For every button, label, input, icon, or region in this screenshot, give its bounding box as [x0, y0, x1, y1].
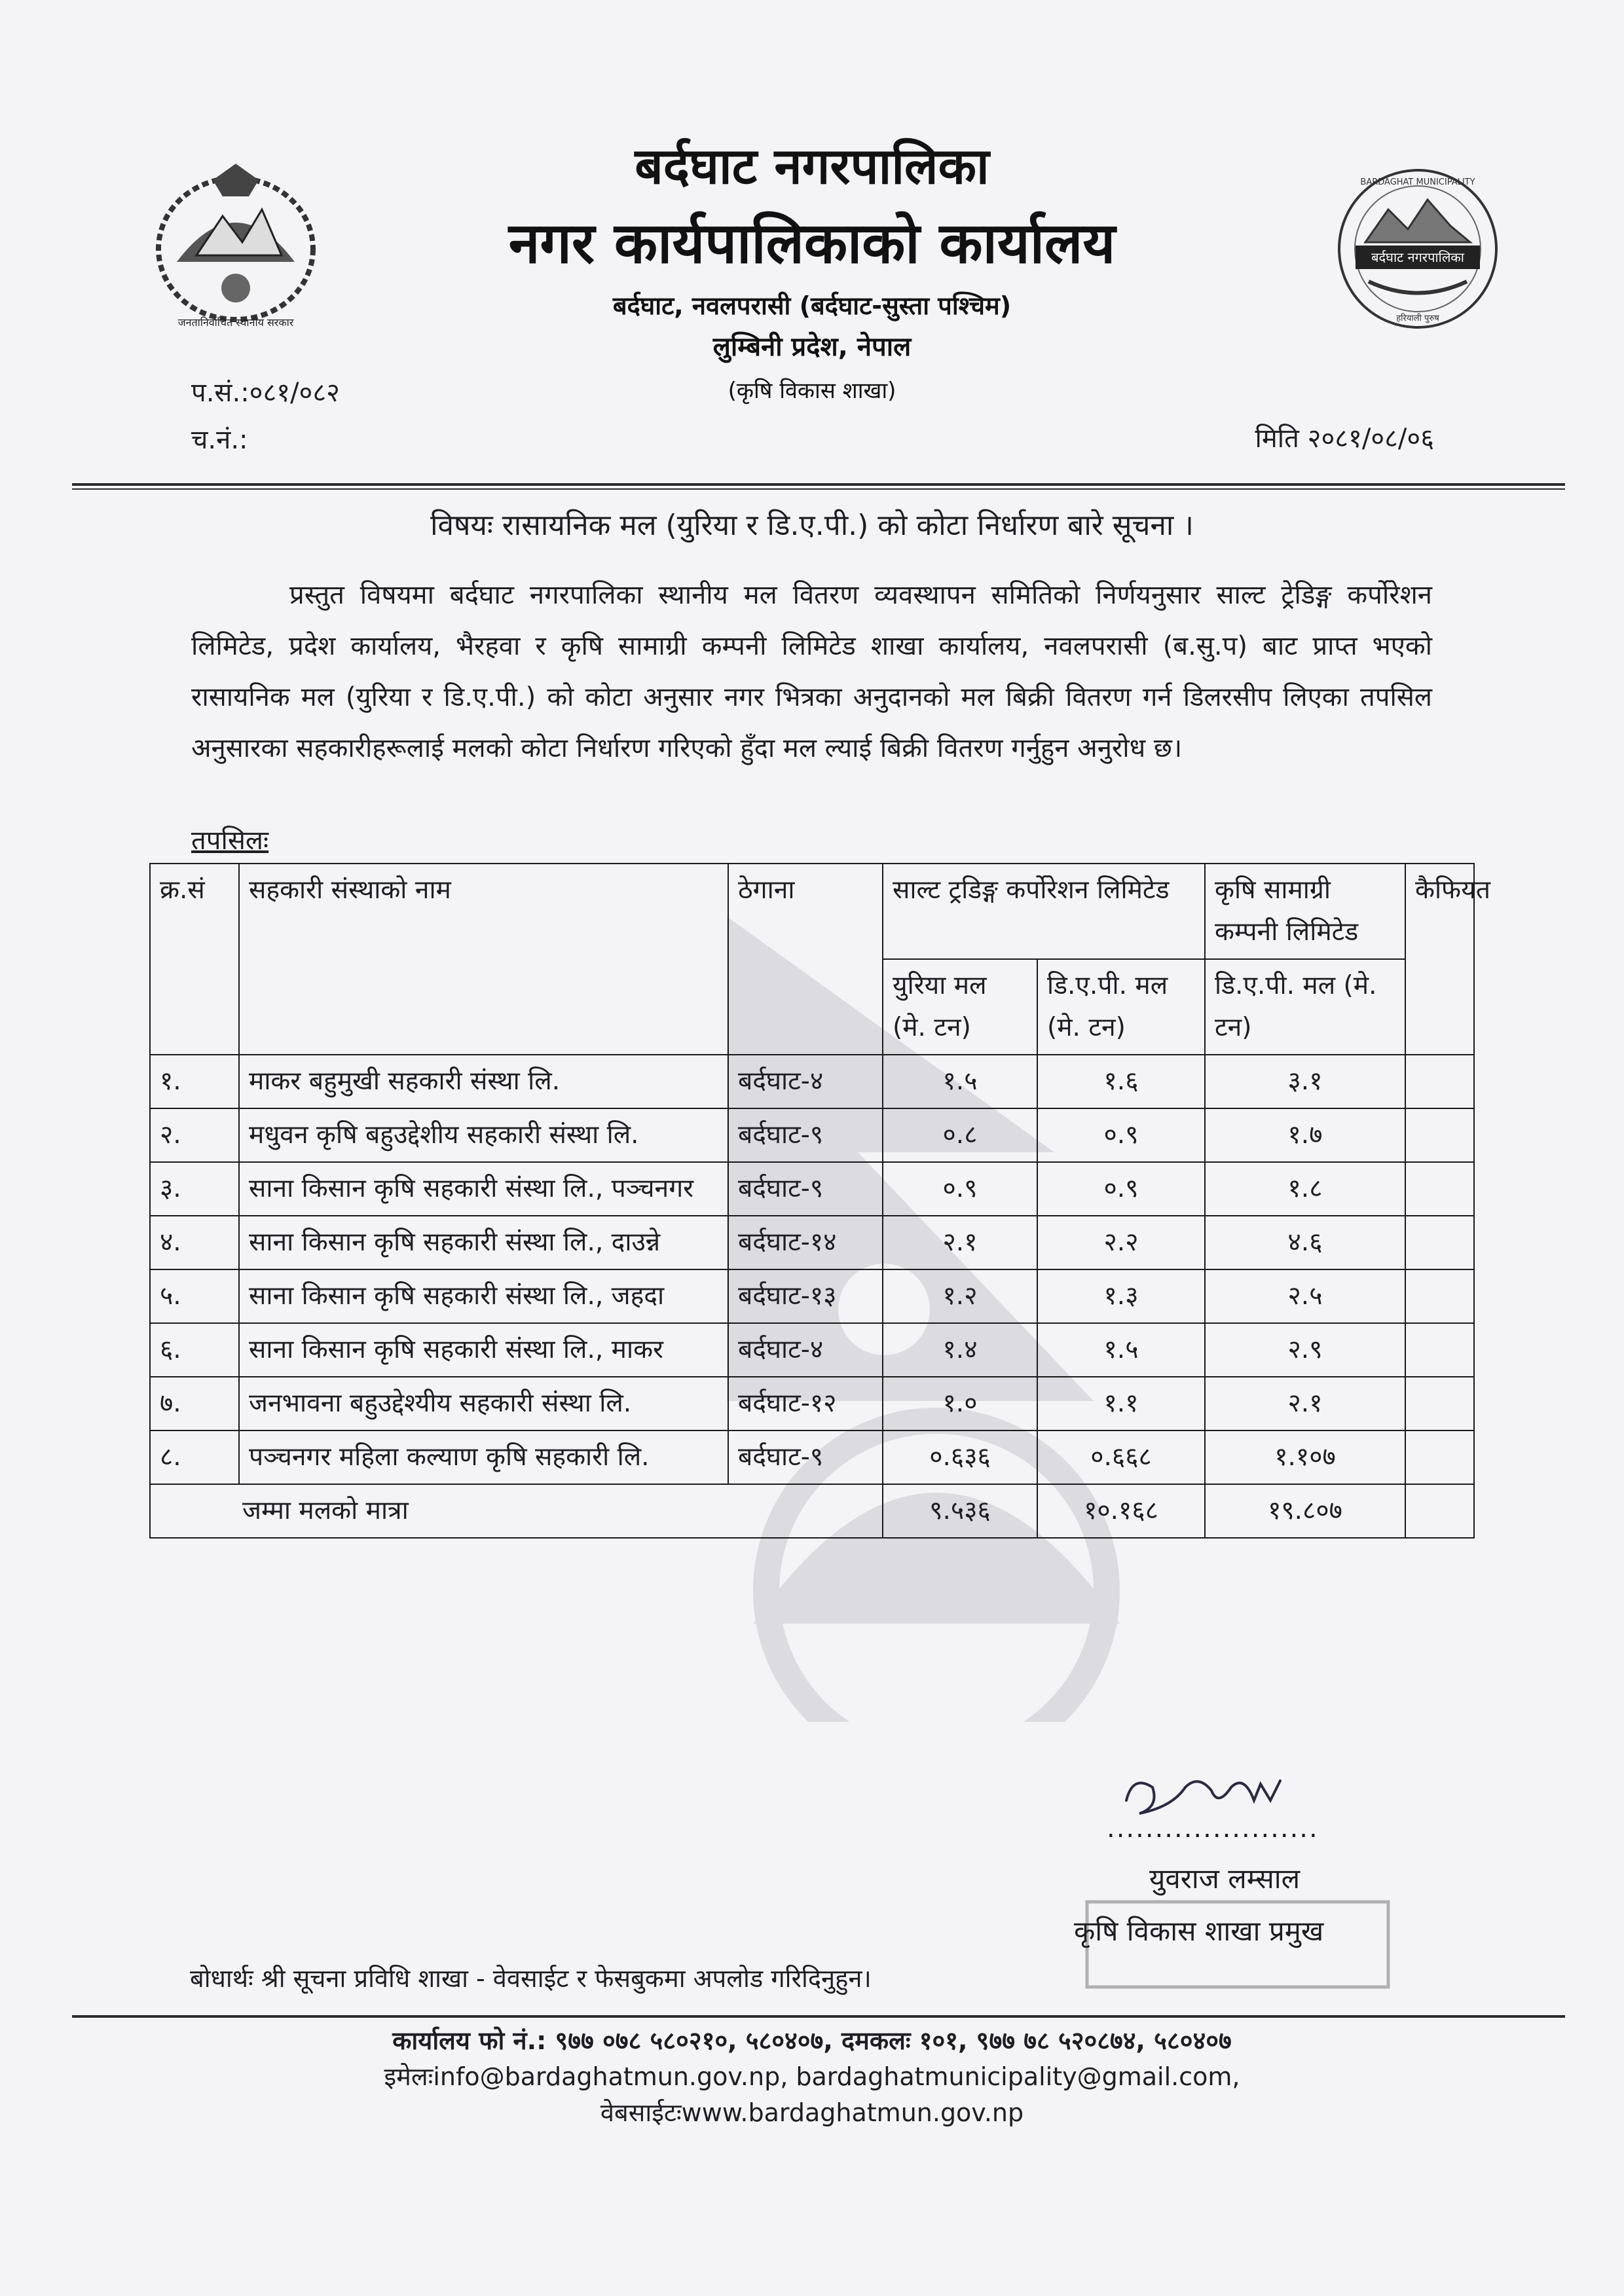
- total-label: जम्मा मलको मात्रा: [150, 1484, 883, 1538]
- total-urea: ९.५३६: [883, 1484, 1037, 1538]
- row-name: जनभावना बहुउद्देश्यीय सहकारी संस्था लि.: [239, 1377, 728, 1430]
- branch-name: (कृषि विकास शाखा): [728, 378, 896, 404]
- table-row: [150, 1377, 1474, 1430]
- header-stc: साल्ट ट्रडिङ्ग कर्पोरेशन लिमिटेड: [883, 864, 1205, 959]
- table-row: [150, 1269, 1474, 1323]
- row-address: बर्दघाट-४: [728, 1055, 883, 1108]
- header-divider-thin: [72, 488, 1565, 490]
- row-remarks: [1405, 1216, 1474, 1269]
- row-dap-stc: ०.६६८: [1037, 1430, 1205, 1484]
- row-name: साना किसान कृषि सहकारी संस्था लि., दाउन्ने: [239, 1216, 728, 1269]
- row-dap-aic: २.५: [1205, 1269, 1405, 1323]
- row-dap-stc: १.५: [1037, 1323, 1205, 1377]
- address-line-2: लुम्बिनी प्रदेश, नेपाल: [712, 332, 912, 362]
- row-urea: १.४: [883, 1323, 1037, 1377]
- row-remarks: [1405, 1269, 1474, 1323]
- logo-bottom-text: हरियाली पुरुष: [1396, 314, 1439, 323]
- signer-name: युवराज लम्साल: [1149, 1863, 1301, 1895]
- header-sn: क्र.सं: [150, 864, 239, 1055]
- footer-email: इमेलःinfo@bardaghatmun.gov.np, bardaghatmunicipality@gmail.com,: [384, 2062, 1240, 2091]
- footer-phone: कार्यालय फो नं.: ९७७ ०७८ ५८०२१०, ५८०४०७, दमकलः १०१, ९७७ ७८ ५२०८७४, ५८०४०७: [392, 2026, 1232, 2055]
- address-line-1: बर्दघाट, नवलपरासी (बर्दघाट-सुस्ता पश्चिम): [612, 291, 1012, 320]
- row-sn: ७.: [150, 1377, 239, 1430]
- office-stamp-icon: [1080, 1895, 1395, 1994]
- row-sn: ४.: [150, 1216, 239, 1269]
- row-urea: ०.८: [883, 1108, 1037, 1162]
- signature-line: ......................: [1107, 1813, 1319, 1844]
- row-sn: ८.: [150, 1430, 239, 1484]
- row-urea: ०.९: [883, 1162, 1037, 1216]
- header-aic-dap: डि.ए.पी. मल (मे. टन): [1205, 959, 1405, 1055]
- logo-top-text: BARDAGHAT MUNICIPALITY: [1360, 177, 1475, 187]
- row-dap-stc: ०.९: [1037, 1162, 1205, 1216]
- cc-note: बोधार्थः श्री सूचना प्रविधि शाखा - वेवसाईट र फेसबुकमा अपलोड गरिदिनुहुन।: [190, 1964, 872, 1993]
- row-name: साना किसान कृषि सहकारी संस्था लि., माकर: [239, 1323, 728, 1377]
- row-address: बर्दघाट-९: [728, 1430, 883, 1484]
- signer-title: कृषि विकास शाखा प्रमुख: [1074, 1915, 1324, 1947]
- header-divider: [72, 483, 1565, 486]
- row-urea: ०.६३६: [883, 1430, 1037, 1484]
- header-stc-urea: युरिया मल (मे. टन): [883, 959, 1037, 1055]
- row-dap-aic: १.७: [1205, 1108, 1405, 1162]
- table-row: [150, 1108, 1474, 1162]
- row-address: बर्दघाट-१४: [728, 1216, 883, 1269]
- footer-website: वेबसाईटःwww.bardaghatmun.gov.np: [600, 2098, 1024, 2127]
- footer-divider: [72, 2015, 1565, 2018]
- table-row: [150, 1162, 1474, 1216]
- total-remarks: [1405, 1484, 1474, 1538]
- row-dap-stc: १.१: [1037, 1377, 1205, 1430]
- row-remarks: [1405, 1430, 1474, 1484]
- tapsil-label: तपसिलः: [191, 826, 269, 856]
- header-aic: कृषि सामाग्री कम्पनी लिमिटेड: [1205, 864, 1405, 959]
- logo-band-text: बर्दघाट नगरपालिका: [1371, 249, 1464, 265]
- row-remarks: [1405, 1323, 1474, 1377]
- table-row: [150, 1055, 1474, 1108]
- total-dap-aic: १९.८०७: [1205, 1484, 1405, 1538]
- row-name: पञ्चनगर महिला कल्याण कृषि सहकारी लि.: [239, 1430, 728, 1484]
- header-address: ठेगाना: [728, 864, 883, 1055]
- row-remarks: [1405, 1055, 1474, 1108]
- row-sn: ५.: [150, 1269, 239, 1323]
- row-urea: १.२: [883, 1269, 1037, 1323]
- row-address: बर्दघाट-४: [728, 1323, 883, 1377]
- row-remarks: [1405, 1377, 1474, 1430]
- row-name: साना किसान कृषि सहकारी संस्था लि., पञ्चनगर: [239, 1162, 728, 1216]
- row-address: बर्दघाट-९: [728, 1108, 883, 1162]
- table-total-row: [150, 1484, 1474, 1538]
- table-row: [150, 1323, 1474, 1377]
- row-dap-stc: २.२: [1037, 1216, 1205, 1269]
- body-paragraph: प्रस्तुत विषयमा बर्दघाट नगरपालिका स्थानीय मल वितरण व्यवस्थापन समितिको निर्णयनुसार साल्ट ट्रेडिङ्ग कर्पोरेशन लिमिटेड, प्रदेश कार्यालय, भैरहवा र कृषि सामाग्री कम्पनी लिमिटेड शाखा कार्यालय, नवलपरासी (ब.सु.प) बाट प्राप्त भएको रासायनिक मल (युरिया र डि.ए.पी.) को कोटा अनुसार नगर भित्रका अनुदानको मल बिक्री वितरण गर्न डिलरसीप लिएका तपसिल अनुसारका सहकारीहरूलाई मलको कोटा निर्धारण गरिएको हुँदा मल ल्याई बिक्री वितरण गर्नुहुन अनुरोध छ।: [191, 580, 1432, 763]
- row-dap-aic: १.८: [1205, 1162, 1405, 1216]
- row-urea: १.०: [883, 1377, 1037, 1430]
- row-address: बर्दघाट-९: [728, 1162, 883, 1216]
- table-row: [150, 1430, 1474, 1484]
- header-remarks: कैफियत: [1405, 864, 1474, 1055]
- office-name: नगर कार्यपालिकाको कार्यालय: [508, 211, 1116, 276]
- row-remarks: [1405, 1108, 1474, 1162]
- row-dap-aic: ३.१: [1205, 1055, 1405, 1108]
- row-dap-aic: १.१०७: [1205, 1430, 1405, 1484]
- row-sn: १.: [150, 1055, 239, 1108]
- table-header-row: [150, 864, 1474, 959]
- municipality-logo-icon: [1329, 164, 1506, 334]
- row-name: माकर बहुमुखी सहकारी संस्था लि.: [239, 1055, 728, 1108]
- row-urea: २.१: [883, 1216, 1037, 1269]
- quota-table: [149, 863, 1490, 1539]
- total-dap-stc: १०.१६८: [1037, 1484, 1205, 1538]
- letter-date: मिति २०८१/०८/०६: [1255, 424, 1434, 454]
- header-stc-dap: डि.ए.पी. मल (मे. टन): [1037, 959, 1205, 1055]
- row-remarks: [1405, 1162, 1474, 1216]
- emblem-caption: जनतानिर्वाचित स्थानीय सरकार: [177, 316, 294, 329]
- nepal-emblem-icon: [138, 157, 334, 334]
- row-name: साना किसान कृषि सहकारी संस्था लि., जहदा: [239, 1269, 728, 1323]
- table-row: [150, 1216, 1474, 1269]
- row-urea: १.५: [883, 1055, 1037, 1108]
- dispatch-number: च.नं.:: [191, 425, 248, 455]
- subject-line: विषयः रासायनिक मल (युरिया र डि.ए.पी.) को कोटा निर्धारण बारे सूचना ।: [430, 509, 1194, 542]
- row-dap-aic: २.९: [1205, 1323, 1405, 1377]
- row-name: मधुवन कृषि बहुउद्देशीय सहकारी संस्था लि.: [239, 1108, 728, 1162]
- row-sn: २.: [150, 1108, 239, 1162]
- row-address: बर्दघाट-१२: [728, 1377, 883, 1430]
- row-dap-stc: १.६: [1037, 1055, 1205, 1108]
- municipality-name: बर्दघाट नगरपालिका: [635, 137, 989, 195]
- header-name: सहकारी संस्थाको नाम: [239, 864, 728, 1055]
- row-dap-stc: १.३: [1037, 1269, 1205, 1323]
- letter-number: प.सं.:०८१/०८२: [191, 378, 340, 408]
- row-dap-aic: २.१: [1205, 1377, 1405, 1430]
- row-sn: ६.: [150, 1323, 239, 1377]
- row-dap-stc: ०.९: [1037, 1108, 1205, 1162]
- row-address: बर्दघाट-१३: [728, 1269, 883, 1323]
- row-dap-aic: ४.६: [1205, 1216, 1405, 1269]
- row-sn: ३.: [150, 1162, 239, 1216]
